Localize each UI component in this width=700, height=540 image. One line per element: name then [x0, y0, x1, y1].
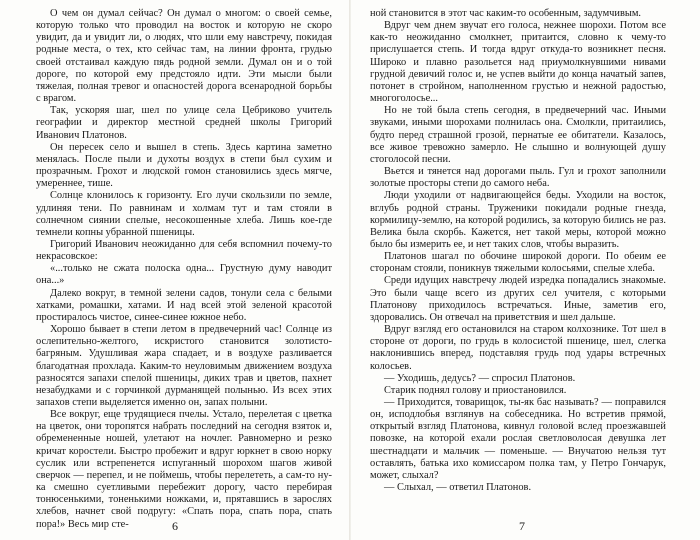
paragraph: Люди уходили от надвигающейся беды. Уходили на восток, вглубь родной страны. Труженики покидали родные гнезда, кормилицу-землю, на которой родились, за которую бились не раз. Велика была скорбь. Кажется, нет такой меры, которой можно было бы измерить ее, и нет таких слов, чтобы выразить.	[370, 190, 666, 250]
left-page-text	[36, 8, 332, 531]
paragraph: Старик поднял голову и приостановился.	[384, 384, 567, 396]
dialogue-line: — Слыхал, — ответил Платонов.	[384, 482, 532, 494]
page-number: 6	[172, 519, 178, 533]
paragraph: О чем он думал сейчас? Он думал о многом: о своей семье, которую только что проводил на восток и которую не скоро увидит, да и увидит ли, о людях, что шли ему навстречу, покидая родные места, о тех, кто сейчас там, на линии фронта, грудью своей отстаивал каждую пядь родной земли. Думал он и о той дороге, по которой ему предстояло идти. Эти мысли были тяжелая, полная тревог и опасностей дорога всенародной борьбы с врагом.	[36, 8, 332, 105]
page-number: 7	[519, 519, 525, 533]
paragraph: Платонов шагал по обочине широкой дороги. По обеим ее сторонам стояли, поникнув тяжелыми колосьями, спелые хлеба.	[370, 251, 666, 275]
paragraph: Вьется и тянется над дорогами пыль. Гул и грохот заполнили золотые просторы степи до самого неба.	[370, 166, 666, 190]
paragraph: Все вокруг, еще трудящиеся пчелы. Устало, перелетая с цветка на цветок, они торопятся набрать последний на сегодня взяток и, обремененные ношей, улетают на ночлег. Равномерно и резко кричат коростели. Быстро пробежит и вдруг юркнет в свою норку суслик или встрепенется испуганный шорохом шагов живой сверчок — перепел, и не поймешь, чтобы перелететь, а сам-то ну-ка смешно суетливыми перебежит дорогу, часто перебирая тонюсенькими, тоненькими ножками, и, прятавшись в зарослях хлебов, начнет свой подругу: «Спать пора, спать пора, спать пора!» Весь мир сте-	[36, 409, 332, 530]
paragraph: Хорошо бывает в степи летом в предвечерний час! Солнце из ослепительно-желтого, искристого становится золотисто-багряным. Удушливая жара спадает, и в воздухе разливается благодатная прохлада. Каким-то неуловимым движением воздуха разносятся запахи спелой пшеницы, диких трав и цветов, пахнет незабудками и с горчинкой дурманящей полынью. Из всех этих запахов степи выделяется именно он, запах полыни.	[36, 324, 332, 408]
right-page	[350, 0, 700, 540]
paragraph: Среди идущих навстречу людей изредка попадались знакомые. Это были чаще всего из других сел учителя, с которыми Платонову приходилось встречаться. Иные, заметив его, здоровались. Он отвечал на приветствия и шел дальше.	[370, 275, 666, 323]
right-page-text	[370, 8, 666, 494]
paragraph: Но не той была степь сегодня, в предвечерний час. Иными звуками, иными шорохами полнилась она. Смолкли, притаились, будто перед страшной грозой, пернатые ее обитатели. Казалось, все живое тревожно замерло. Не слышно и волнующей душу стоголосой песни.	[370, 105, 666, 165]
paragraph: Солнце клонилось к горизонту. Его лучи скользили по земле, удлиняя тени. По равнинам и холмам тут и там стояли в солнечном сиянии спелые, несокошенные хлеба. Лишь кое-где темнели копны убранной пшеницы.	[36, 190, 332, 238]
paragraph: ной становится в этот час каким-то особенным, задумчивым.	[370, 8, 642, 19]
paragraph: Так, ускоряя шаг, шел по улице села Цебриково учитель географии и директор местной средней школы Григорий Иванович Платонов.	[36, 105, 332, 141]
quote: «...только не сжата полоска одна... Грустную думу наводит она...»	[36, 263, 332, 287]
paragraph: Далеко вокруг, в темной зелени садов, тонули села с белыми хатками, ромашки, хатами. И над всей этой зеленой красотой простиралось чистое, синее-синее южное небо.	[36, 287, 332, 323]
paragraph: Он пересек село и вышел в степь. Здесь картина заметно менялась. После пыли и духоты воздух в степи был сухим и прозрачным. Грохот и людской гомон становились здесь мягче, умереннее, тише.	[36, 141, 332, 190]
paragraph: Григорий Иванович неожиданно для себя вспомнил почему-то некрасовское:	[36, 238, 332, 263]
paragraph: Вдруг взгляд его остановился на старом колхознике. Тот шел в стороне от дороги, по грудь в колосистой пшенице, шел, слегка наклонившись вперед, подставляя грудь под удары встречных колосьев.	[370, 324, 666, 372]
paragraph: Вдруг чем днем звучат его голоса, нежнее шорохи. Потом все как-то неожиданно смолкнет, притаится, словно к чему-то прислушается степь. И тогда вдруг откуда-то возникнет песня. Широко и плавно разольется над приумолкнувшими нивами грудной девичий голос и, не успев выйти до конца начатый запев, потонет в стройном, наполненном грустью и нежной радостью, многоголосье...	[370, 20, 666, 105]
dialogue-line: — Уходишь, дедусь? — спросил Платонов.	[384, 372, 576, 384]
dialogue-line: — Приходится, товарищок, ты-як бас называть? — поправился он, исподлобья взглянув на собеседника. Но встретив прямой, открытый взгляд Платонова, кивнул головой вслед проезжавшей повозке, на которой ехали рослая светловолосая девушка лет шестнадцати и мальчик — поменьше. — Внучатою нельзя тут оставлять, батька ихо комиссаром полка там, у Петро Гончарук, может, слыхал?	[370, 397, 666, 481]
